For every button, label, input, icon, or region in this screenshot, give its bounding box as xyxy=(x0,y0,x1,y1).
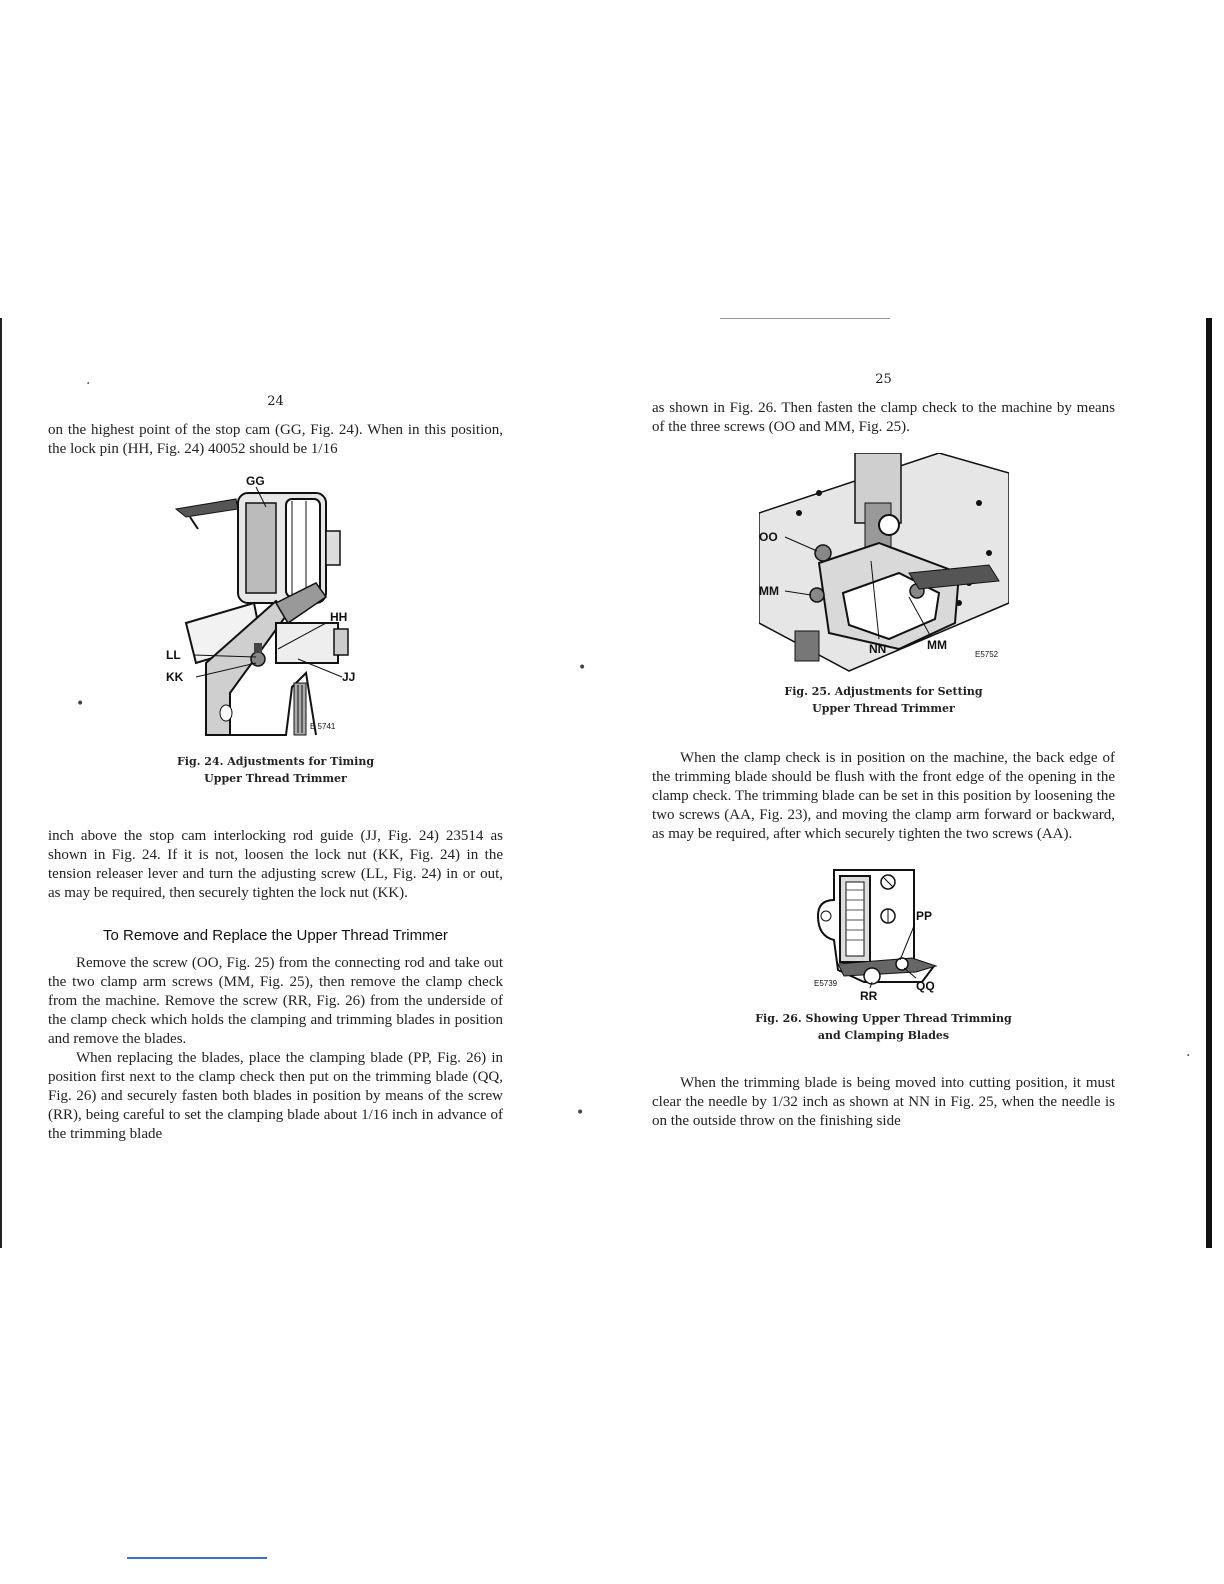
fig25-caption-line2: Upper Thread Trimmer xyxy=(812,702,955,715)
fig24-label-gg: GG xyxy=(245,474,265,488)
paragraph: as shown in Fig. 26. Then fasten the clamp check to the machine by means of the three screws (OO and MM, Fig. 25). xyxy=(652,400,1115,435)
scan-top-rule xyxy=(720,318,890,319)
fig26-caption-line2: and Clamping Blades xyxy=(817,1029,950,1042)
figure-24-illustration xyxy=(166,473,386,743)
fig24-caption-line2: Upper Thread Trimmer xyxy=(204,772,347,785)
figure-25 xyxy=(759,453,1009,673)
right-page xyxy=(652,372,1115,1131)
figure-25-illustration xyxy=(759,453,1009,673)
scan-edge-left xyxy=(0,318,2,1248)
scan-speck: • xyxy=(578,660,587,676)
fig24-label-ll: LL xyxy=(165,648,181,662)
figure-26 xyxy=(804,860,964,1000)
fig25-code: E5752 xyxy=(974,650,998,659)
paragraph: inch above the stop cam interlocking rod guide (JJ, Fig. 24) 23514 as shown in Fig. 24. If it is not, loosen the lock nut (KK, Fig. 24) in the tension releaser lever and turn the adjusting screw (LL, Fig. 24) in or out, as may be required, then securely tighten the lock nut (KK). xyxy=(48,828,503,901)
paragraph: When the trimming blade is being moved into cutting position, it must clear the needle by 1/32 inch as shown at NN in Fig. 25, when the needle is on the outside throw on the finishing side xyxy=(652,1075,1115,1129)
fig24-label-kk: KK xyxy=(165,670,183,684)
fig26-code: E5739 xyxy=(813,979,837,988)
fig25-label-nn: NN xyxy=(868,642,886,656)
fig25-label-mm-right: MM xyxy=(926,638,947,652)
fig26-label-qq: QQ xyxy=(915,979,935,993)
scan-speck: • xyxy=(576,1105,585,1121)
scan-speck: • xyxy=(76,696,85,712)
fig26-label-rr: RR xyxy=(859,989,877,1000)
fig26-label-pp: PP xyxy=(915,909,932,923)
fig24-caption xyxy=(48,753,503,787)
left-page xyxy=(48,394,503,1144)
paragraph: Remove the screw (OO, Fig. 25) from the connecting rod and take out the two clamp arm screws (MM, Fig. 25), then remove the clamp check from the machine. Remove the screw (RR, Fig. 26) from the underside of the clamp check which holds the clamping and trimming blades in position and remove the blades. xyxy=(48,955,503,1047)
scan-speck: · xyxy=(86,376,91,392)
page-number: 25 xyxy=(875,372,892,387)
paragraph: When replacing the blades, place the clamping blade (PP, Fig. 26) in position first next to the clamp check then put on the trimming blade (QQ, Fig. 26) and securely fasten both blades in position by means of the screw (RR), being careful to set the clamping blade about 1/16 inch in advance of the trimming blade xyxy=(48,1050,503,1142)
fig24-label-hh: HH xyxy=(329,610,347,624)
fig24-caption-line1: Fig. 24. Adjustments for Timing xyxy=(176,755,375,768)
paragraph: on the highest point of the stop cam (GG, Fig. 24). When in this position, the lock pin (HH, Fig. 24) 40052 should be 1/16 xyxy=(48,422,503,457)
scan-speck: · xyxy=(1186,1048,1191,1064)
section-heading: To Remove and Replace the Upper Thread Trimmer xyxy=(103,927,448,944)
fig26-caption-line1: Fig. 26. Showing Upper Thread Trimming xyxy=(755,1012,1012,1025)
bottom-link-rule xyxy=(127,1557,267,1559)
fig25-caption xyxy=(652,683,1115,717)
figure-24 xyxy=(166,473,386,743)
fig24-code: E 5741 xyxy=(309,722,335,731)
fig26-caption xyxy=(652,1010,1115,1044)
fig24-label-jj: JJ xyxy=(341,670,355,684)
fig25-label-mm-left: MM xyxy=(758,584,779,598)
scan-edge-right xyxy=(1206,318,1212,1248)
fig25-label-oo: OO xyxy=(758,530,778,544)
page-number: 24 xyxy=(267,394,284,409)
fig25-caption-line1: Fig. 25. Adjustments for Setting xyxy=(784,685,983,698)
figure-26-illustration xyxy=(804,860,964,1000)
paragraph: When the clamp check is in position on the machine, the back edge of the trimming blade should be flush with the front edge of the opening in the clamp check. The trimming blade can be set in this position by loosening the two screws (AA, Fig. 23), and moving the clamp arm forward or backward, as may be required, after which securely tighten the two screws (AA). xyxy=(652,750,1115,842)
